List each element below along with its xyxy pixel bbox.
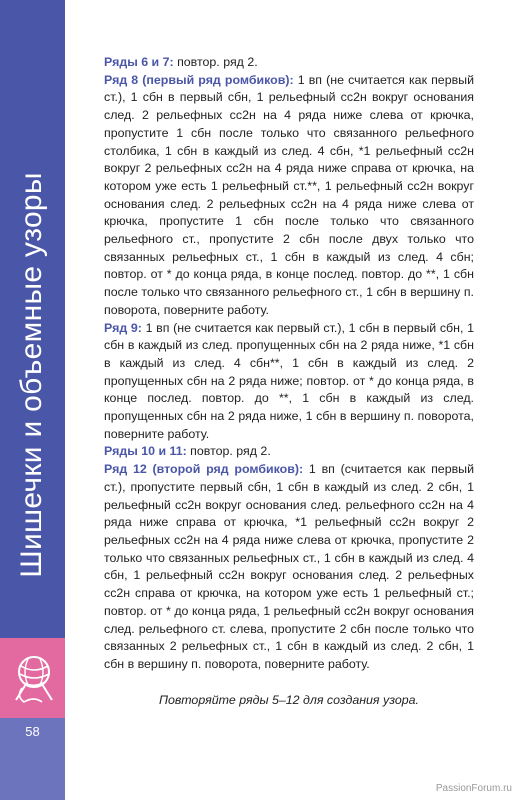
yarn-ball-icon xyxy=(12,652,54,704)
row-paragraph xyxy=(104,320,474,444)
row-label: Ряд 8 (первый ряд ромбиков): xyxy=(104,72,294,87)
row-text: повтор. ряд 2. xyxy=(173,55,258,69)
row-text: повтор. ряд 2. xyxy=(186,444,271,459)
page-number: 58 xyxy=(25,724,40,739)
row-paragraph xyxy=(104,72,474,320)
row-text: 1 вп (не считается как первый ст.), 1 сбн в первый сбн, 1 рельефный сс2н вокруг основания след. 2 рельефных сс2н на 4 ряда ниже слева от крючка, пропустите 1 сбн после только что связанного рельефного столбика, 1 сбн в каждый из след. 4 сбн, *1 рельефный сс2н вокруг 2 рельефных сс2н на 4 ряда ниже справа от крючка, на котором уже есть 1 рельефный ст.**, 1 рельефный сс2н вокруг основания след. 2 рельефных сс2н на 4 ряда ниже слева от крючка, пропустите 1 сбн после только что связанного рельефного ст., пропустите 2 сбн после двух только что связанных рельефных ст., 1 сбн в каждый из след. 4 сбн; повтор. от * до конца ряда, в конце послед. повтор. до **, 1 сбн после только что связанного рельефного ст., 1 сбн в вершину п. поворота, поверните работу. xyxy=(104,72,474,317)
row-text: 1 вп (считается как первый ст.), пропустите первый сбн, 1 сбн в каждый из след. 2 сбн, 1 рельефный сс2н вокруг основания след. рельефного сс2н на 4 ряда ниже справа от крючка, *1 рельефный сс2н вокруг 2 рельефных сс2н на 4 ряда ниже слева от крючка, пропустите 2 только что связанных рельефных ст., 1 сбн в каждый из след. 4 сбн, 1 рельефный сс2н вокруг основания след. 2 рельефных сс2н справа от крючка, на котором уже есть 1 рельефный ст.; повтор. от * до конца ряда, 1 рельефный сс2н вокруг основания след. рельефного ст. слева, пропустите 2 сбн после только что связанных 2 рельефных ст., 1 сбн в каждый из след. 2 сбн, 1 сбн в вершину п. поворота, поверните работу. xyxy=(104,462,475,671)
row-paragraph xyxy=(104,443,474,461)
watermark: PassionForum.ru xyxy=(435,783,512,794)
row-label: Ряды 6 и 7: xyxy=(104,55,174,69)
row-label: Ряд 12 (второй ряд ромбиков): xyxy=(104,462,304,477)
row-text: 1 вп (не считается как первый ст.), 1 сбн в первый сбн, 1 сбн в каждый из след. пропущенных сбн на 2 ряда ниже, *1 сбн в каждый из след. 4 сбн**, 1 сбн в каждый из след. 2 пропущенных сбн на 2 ряда ниже; повтор. от * до конца ряда, в конце послед. повтор. до **, 1 сбн в каждый из след. пропущенных сбн на 2 ряда ниже, 1 сбн в вершину п. поворота, поверните работу. xyxy=(104,320,475,441)
row-label: Ряд 9: xyxy=(104,320,142,335)
row-paragraph xyxy=(104,461,474,673)
repeat-note: Повторяйте ряды 5–12 для создания узора. xyxy=(159,692,419,707)
row-paragraph xyxy=(104,54,474,72)
instructions-body xyxy=(104,54,474,722)
row-label: Ряды 10 и 11: xyxy=(104,444,187,459)
chapter-title: Шишечки и объемные узоры xyxy=(15,172,48,578)
sidebar xyxy=(0,0,65,800)
